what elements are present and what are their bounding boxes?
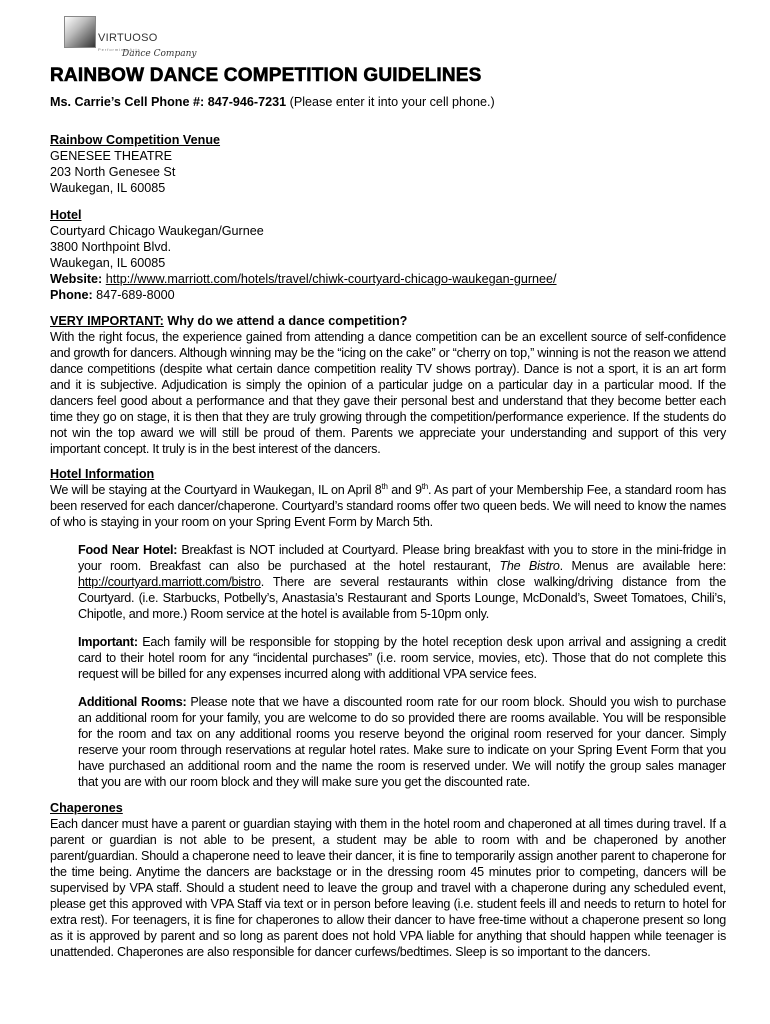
bistro-link[interactable]: http://courtyard.marriott.com/bistro: [78, 575, 261, 589]
hotel-info-body: [50, 482, 726, 530]
company-logo: [64, 16, 204, 68]
venue-line: 203 North Genesee St: [50, 165, 176, 179]
text: . There are several restaurants within close walking/driving distance from the Courtyard. (i.e. Starbucks, Potbelly’s, Anastasia’s Restaurant and Sports Lounge, McDonald’s, Sweet Tomatoes, Chili’s, Chipotle, and more.) Room service at the hotel is available from 5-10pm only.: [78, 575, 726, 621]
text: . As part of your Membership Fee, a standard room has been reserved for each dancer/chaperone. Courtyard’s standard rooms offer two queen beds. We will need to know the names of who is staying in your room on your Spring Event Form by March 5th.: [50, 483, 726, 529]
food-label: Food Near Hotel:: [78, 543, 178, 557]
hotel-website: [50, 271, 726, 287]
superscript: th: [421, 481, 428, 491]
food-paragraph: [78, 542, 726, 622]
hotel-line: 3800 Northpoint Blvd.: [50, 240, 172, 254]
venue-heading: Rainbow Competition Venue: [50, 133, 221, 147]
venue-line: GENESEE THEATRE: [50, 149, 173, 163]
rooms-label: Additional Rooms:: [78, 695, 187, 709]
logo-subtitle: Performing Arts: [98, 47, 141, 52]
phone-line: [50, 94, 726, 110]
text: We will be staying at the Courtyard in Waukegan, IL on April 8: [50, 483, 382, 497]
text: Please note that we have a discounted room rate for our room block. Should you wish to purchase an additional room for your family, you are welcome to do so provided there are rooms available. You will be responsible for the room and tax on any additional rooms you reserve beyond the original room reserved for your dancer. Simply reserve your room through reservations at regular hotel rates. Make sure to indicate on your Spring Event Form that you have purchased an additional room and the name the room is reserved under. We will notify the group sales manager that you are with our room block and they will make sure you get the discounted rate.: [78, 695, 726, 789]
superscript: th: [381, 481, 388, 491]
restaurant-name: The Bistro: [499, 559, 560, 573]
venue-line: Waukegan, IL 60085: [50, 181, 166, 195]
logo-script: Dance Company: [122, 49, 197, 59]
important-question: Why do we attend a dance competition?: [163, 314, 408, 328]
important-label: Important:: [78, 635, 138, 649]
hotel-website-link[interactable]: http://www.marriott.com/hotels/travel/chiwk-courtyard-chicago-waukegan-gurnee/: [105, 272, 557, 286]
hotel-heading: Hotel: [50, 208, 82, 222]
document-title: RAINBOW DANCE COMPETITION GUIDELINES: [50, 65, 482, 86]
text: and 9: [387, 483, 422, 497]
logo-name: VIRTUOSO: [98, 32, 158, 44]
text: Each family will be responsible for stopping by the hotel reception desk upon arrival and assigning a credit card to their hotel room for any “incidental purchases” (i.e. room service, movies, etc). Those that do not complete this request will be billed for any expenses incurred along with additional VPA service fees.: [78, 635, 726, 681]
text: Breakfast is NOT included at Courtyard. Please bring breakfast with you to store in the mini-fridge in your room. Breakfast can also be purchased at the hotel restaurant,: [78, 543, 726, 573]
hotel-info-heading: Hotel Information: [50, 467, 155, 481]
incidentals-paragraph: [78, 634, 726, 682]
hotel-line: Waukegan, IL 60085: [50, 256, 166, 270]
important-body: With the right focus, the experience gained from attending a dance competition can be an excellent source of self-confidence and growth for dancers. Although winning may be the “icing on the cake” or “cherry on top,” winning is not the reason we attend dance competitions (despite what certain dance competition reality TV shows portray). Dance is not a sport, it is an art form and it is subjective. Adjudication is simply the opinion of a particular judge on a particular day in a particular mood. If the dancers feel good about a performance and that they gave their personal best and understand that they become better each time they go on stage, it is then that they are truly growing through the competition/performance experience. If the students do not win the top award we will still be proud of them. Parents we appreciate your understanding and support of this very important concept. It truly is in the best interest of the dancers.: [50, 330, 727, 456]
chaperones-heading: Chaperones: [50, 801, 123, 815]
phone-label: Ms. Carrie’s Cell Phone #: 847-946-7231: [50, 95, 287, 109]
important-heading: [50, 313, 726, 329]
chaperones-body: Each dancer must have a parent or guardian staying with them in the hotel room and chaperoned at all times during travel. If a parent or guardian is not able to be present, a student may be able to room with and be chaperoned by another parent/guardian. Should a chaperone need to leave their dancer, it is fine to temporarily assign another parent to chaperone for the time being. Anytime the dancers are backstage or in the dressing room 45 minutes prior to competing, dancers will be supervised by VPA staff. Should a student need to leave the group and travel with a chaperone during any scheduled event, please get this approved with VPA Staff via text or in person before leaving (i.e. student feels ill and needs to return to hotel for extra rest). For teenagers, it is fine for chaperones to allow their dancer to have free-time without a chaperone present so long as it is approved by parent and so long as parent does not hold VPA liable for anything that should happen while teenager is unattended. Chaperones are also responsible for dancer curfews/bedtimes. Sleep is so important to the dancers.: [50, 817, 726, 959]
additional-rooms-paragraph: [78, 694, 726, 790]
logo-mark-icon: [64, 16, 96, 48]
important-label: VERY IMPORTANT:: [50, 314, 164, 328]
hotel-line: Courtyard Chicago Waukegan/Gurnee: [50, 224, 264, 238]
phone-label: Phone:: [50, 288, 93, 302]
website-label: Website:: [50, 272, 103, 286]
hotel-phone: [50, 287, 726, 303]
phone-note: (Please enter it into your cell phone.): [286, 95, 495, 109]
hotel-phone-number: 847-689-8000: [92, 288, 175, 302]
text: . Menus are available here:: [559, 559, 727, 573]
